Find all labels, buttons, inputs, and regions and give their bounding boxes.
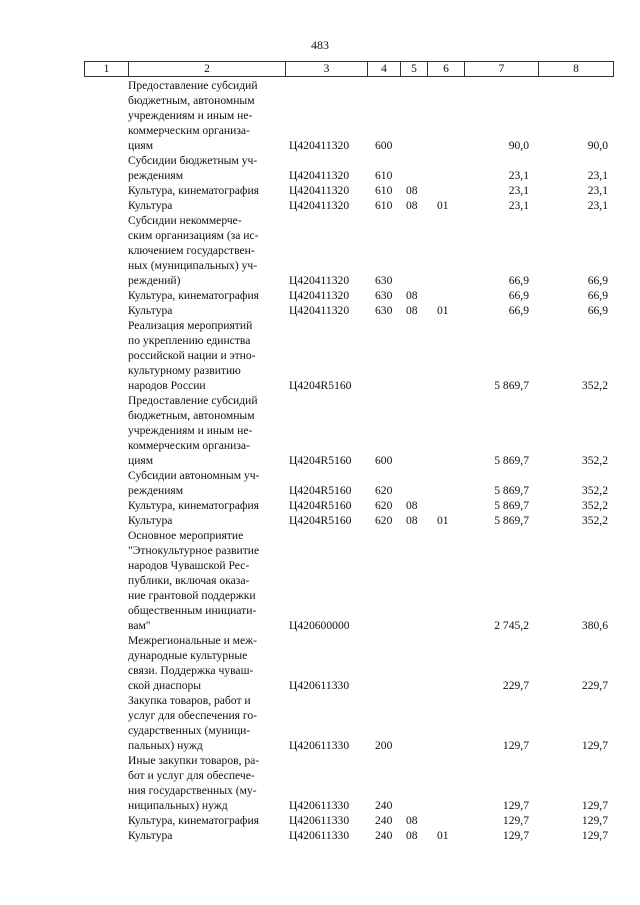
description-line: ных (муниципальных) уч- (128, 259, 258, 272)
description-line: культурному развитию (128, 364, 241, 377)
row-sum-1: 229,7 (502, 679, 529, 692)
description-line: по укреплению единства (128, 334, 251, 347)
table-header (84, 61, 614, 77)
row-pr: 01 (437, 514, 449, 527)
description-line: общественным инициати- (128, 604, 257, 617)
row-sum-1: 66,9 (508, 289, 529, 302)
description-line: публики, включая оказа- (128, 574, 250, 587)
description-line: сударственных (муници- (128, 724, 251, 737)
row-code: Ц4204R5160 (289, 379, 352, 392)
row-sum-2: 229,7 (581, 679, 608, 692)
row-description (128, 468, 278, 498)
row-vr: 600 (375, 454, 393, 467)
row-sum-2: 129,7 (581, 739, 608, 752)
row-vr: 600 (375, 139, 393, 152)
row-rz: 08 (406, 304, 418, 317)
description-line: ключением государствен- (128, 244, 255, 257)
description-line: Субсидии некоммерче- (128, 214, 242, 227)
row-code: Ц420411320 (289, 274, 350, 287)
row-rz: 08 (406, 184, 418, 197)
row-description (128, 753, 278, 813)
column-header-3: 3 (286, 62, 368, 76)
description-line: Межрегиональные и меж- (128, 634, 258, 647)
row-vr: 630 (375, 289, 393, 302)
row-rz: 08 (406, 814, 418, 827)
description-line: циям (128, 139, 154, 152)
description-line: ния государственных (му- (128, 784, 257, 797)
table-row (0, 393, 640, 468)
table-row (0, 528, 640, 633)
row-code: Ц420611330 (289, 814, 350, 827)
table-row (0, 318, 640, 393)
row-sum-2: 352,2 (581, 379, 608, 392)
description-line: реждениям (128, 484, 184, 497)
description-line: "Этнокультурное развитие (128, 544, 260, 557)
row-vr: 620 (375, 484, 393, 497)
description-line: ским организациям (за ис- (128, 229, 259, 242)
description-line: Культура (128, 304, 173, 317)
description-line: реждений) (128, 274, 181, 287)
description-line: Культура, кинематография (128, 814, 259, 827)
description-line: коммерческим организа- (128, 124, 250, 137)
row-description (128, 318, 278, 393)
description-line: Культура (128, 199, 173, 212)
table-row (0, 693, 640, 753)
row-code: Ц420611330 (289, 679, 350, 692)
row-sum-1: 66,9 (508, 304, 529, 317)
row-description (128, 288, 278, 303)
description-line: коммерческим организа- (128, 439, 250, 452)
row-sum-2: 90,0 (587, 139, 608, 152)
row-rz: 08 (406, 514, 418, 527)
row-sum-1: 23,1 (508, 169, 529, 182)
table-row (0, 828, 640, 843)
row-vr: 630 (375, 274, 393, 287)
row-description (128, 213, 278, 288)
row-sum-2: 66,9 (587, 274, 608, 287)
row-sum-1: 23,1 (508, 184, 529, 197)
description-line: Закупка товаров, работ и (128, 694, 251, 707)
row-vr: 240 (375, 814, 393, 827)
row-pr: 01 (437, 829, 449, 842)
row-sum-1: 5 869,7 (494, 379, 529, 392)
row-code: Ц420411320 (289, 169, 350, 182)
table-row (0, 468, 640, 498)
row-description (128, 303, 278, 318)
table-row (0, 813, 640, 828)
row-sum-2: 380,6 (581, 619, 608, 632)
row-sum-2: 352,2 (581, 454, 608, 467)
description-line: бюджетным, автономным (128, 409, 255, 422)
row-vr: 240 (375, 799, 393, 812)
table-row (0, 213, 640, 288)
description-line: Основное мероприятие (128, 529, 244, 542)
row-description (128, 153, 278, 183)
description-line: учреждениям и иным не- (128, 424, 253, 437)
column-header-4: 4 (368, 62, 401, 76)
description-line: Иные закупки товаров, ра- (128, 754, 260, 767)
row-sum-1: 5 869,7 (494, 499, 529, 512)
row-code: Ц420600000 (289, 619, 350, 632)
row-code: Ц420411320 (289, 199, 350, 212)
description-line: Культура, кинематография (128, 289, 259, 302)
row-vr: 200 (375, 739, 393, 752)
row-vr: 240 (375, 829, 393, 842)
row-sum-1: 23,1 (508, 199, 529, 212)
description-line: Субсидии бюджетным уч- (128, 154, 258, 167)
row-rz: 08 (406, 499, 418, 512)
row-code: Ц4204R5160 (289, 499, 352, 512)
row-description (128, 828, 278, 843)
row-sum-1: 5 869,7 (494, 484, 529, 497)
row-description (128, 528, 278, 633)
row-sum-1: 129,7 (502, 829, 529, 842)
table-row (0, 633, 640, 693)
row-vr: 620 (375, 499, 393, 512)
description-line: вам" (128, 619, 151, 632)
row-pr: 01 (437, 304, 449, 317)
description-line: циям (128, 454, 154, 467)
row-code: Ц420411320 (289, 184, 350, 197)
row-vr: 620 (375, 514, 393, 527)
row-description (128, 633, 278, 693)
description-line: Реализация мероприятий (128, 319, 253, 332)
row-sum-2: 23,1 (587, 169, 608, 182)
row-sum-2: 129,7 (581, 829, 608, 842)
description-line: Предоставление субсидий (128, 79, 258, 92)
row-sum-2: 352,2 (581, 499, 608, 512)
row-sum-2: 23,1 (587, 199, 608, 212)
row-sum-1: 2 745,2 (494, 619, 529, 632)
row-code: Ц4204R5160 (289, 514, 352, 527)
description-line: бюджетным, автономным (128, 94, 255, 107)
row-code: Ц420611330 (289, 829, 350, 842)
column-header-5: 5 (401, 62, 428, 76)
column-header-1: 1 (85, 62, 129, 76)
column-header-8: 8 (573, 63, 579, 75)
description-line: Культура (128, 514, 173, 527)
column-header-7: 7 (465, 62, 539, 76)
column-header-2: 2 (129, 62, 286, 76)
description-line: Субсидии автономным уч- (128, 469, 260, 482)
row-sum-2: 23,1 (587, 184, 608, 197)
table-row (0, 753, 640, 813)
page-number: 483 (311, 38, 329, 52)
row-code: Ц420611330 (289, 739, 350, 752)
row-description (128, 198, 278, 213)
row-sum-1: 129,7 (502, 814, 529, 827)
row-rz: 08 (406, 199, 418, 212)
table-row (0, 183, 640, 198)
description-line: бот и услуг для обеспече- (128, 769, 255, 782)
table-row (0, 153, 640, 183)
row-code: Ц420411320 (289, 139, 350, 152)
table-row (0, 498, 640, 513)
row-code: Ц420411320 (289, 289, 350, 302)
description-line: пальных) нужд (128, 739, 203, 752)
table-row (0, 513, 640, 528)
row-vr: 610 (375, 184, 393, 197)
description-line: Культура, кинематография (128, 184, 259, 197)
row-vr: 610 (375, 199, 393, 212)
row-sum-1: 66,9 (508, 274, 529, 287)
row-sum-2: 66,9 (587, 304, 608, 317)
row-description (128, 393, 278, 468)
table-row (0, 78, 640, 153)
row-description (128, 813, 278, 828)
description-line: Предоставление субсидий (128, 394, 258, 407)
row-code: Ц4204R5160 (289, 484, 352, 497)
row-description (128, 498, 278, 513)
row-sum-2: 66,9 (587, 289, 608, 302)
description-line: народов России (128, 379, 206, 392)
row-rz: 08 (406, 289, 418, 302)
row-sum-2: 352,2 (581, 514, 608, 527)
table-row (0, 288, 640, 303)
table-body (0, 78, 640, 843)
row-description (128, 183, 278, 198)
row-code: Ц420611330 (289, 799, 350, 812)
description-line: российской нации и этно- (128, 349, 256, 362)
description-line: услуг для обеспечения го- (128, 709, 258, 722)
description-line: связи. Поддержка чуваш- (128, 664, 254, 677)
description-line: учреждениям и иным не- (128, 109, 253, 122)
row-rz: 08 (406, 829, 418, 842)
row-sum-1: 5 869,7 (494, 454, 529, 467)
row-code: Ц420411320 (289, 304, 350, 317)
row-description (128, 78, 278, 153)
description-line: ниципальных) нужд (128, 799, 228, 812)
row-sum-1: 129,7 (502, 799, 529, 812)
description-line: ской диаспоры (128, 679, 202, 692)
row-sum-1: 90,0 (508, 139, 529, 152)
description-line: народов Чувашской Рес- (128, 559, 250, 572)
description-line: ние грантовой поддержки (128, 589, 256, 602)
row-sum-2: 129,7 (581, 814, 608, 827)
row-sum-2: 129,7 (581, 799, 608, 812)
row-vr: 630 (375, 304, 393, 317)
row-pr: 01 (437, 199, 449, 212)
description-line: Культура (128, 829, 173, 842)
row-sum-1: 129,7 (502, 739, 529, 752)
row-vr: 610 (375, 169, 393, 182)
column-header-6: 6 (428, 62, 465, 76)
row-description (128, 513, 278, 528)
row-sum-2: 352,2 (581, 484, 608, 497)
description-line: Культура, кинематография (128, 499, 259, 512)
row-sum-1: 5 869,7 (494, 514, 529, 527)
row-description (128, 693, 278, 753)
description-line: реждениям (128, 169, 184, 182)
table-row (0, 303, 640, 318)
description-line: дународные культурные (128, 649, 248, 662)
table-row (0, 198, 640, 213)
row-code: Ц4204R5160 (289, 454, 352, 467)
